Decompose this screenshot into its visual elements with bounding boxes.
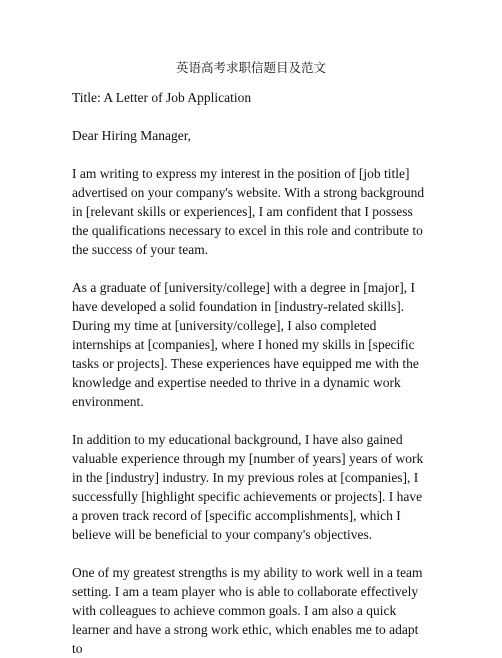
paragraph-4: One of my greatest strengths is my ability to work well in a team setting. I am a team player who is able to collaborate effectively with colleagues to achieve common goals. I am also a quick learner and have a strong work ethic, which enables me to adapt to <box>72 565 423 656</box>
paragraph-1: I am writing to express my interest in the position of [job title] advertised on your company's website. With a strong background in [relevant skills or experiences], I am confident that I possess the qualifications necessary to excel in this role and contribute to the success of your team. <box>72 166 425 257</box>
salutation: Dear Hiring Manager, <box>72 128 192 143</box>
paragraph-3: In addition to my educational background, I have also gained valuable experience through my [number of years] years of work in the [industry] industry. In my previous roles at [companies], I successfully [highlight specific achievements or projects]. I have a proven track record of [specific accomplishments], which I believe will be beneficial to your company's objectives. <box>72 432 424 542</box>
letter-title: Title: A Letter of Job Application <box>72 90 252 105</box>
paragraph-2: As a graduate of [university/college] with a degree in [major], I have developed a solid foundation in [industry-related skills]. During my time at [university/college], I also completed internships at [companies], where I honed my skills in [specific tasks or projects]. These experiences have equipped me with the knowledge and expertise needed to thrive in a dynamic work environment. <box>72 280 419 409</box>
document-heading: 英语高考求职信题目及范文 <box>175 60 326 75</box>
